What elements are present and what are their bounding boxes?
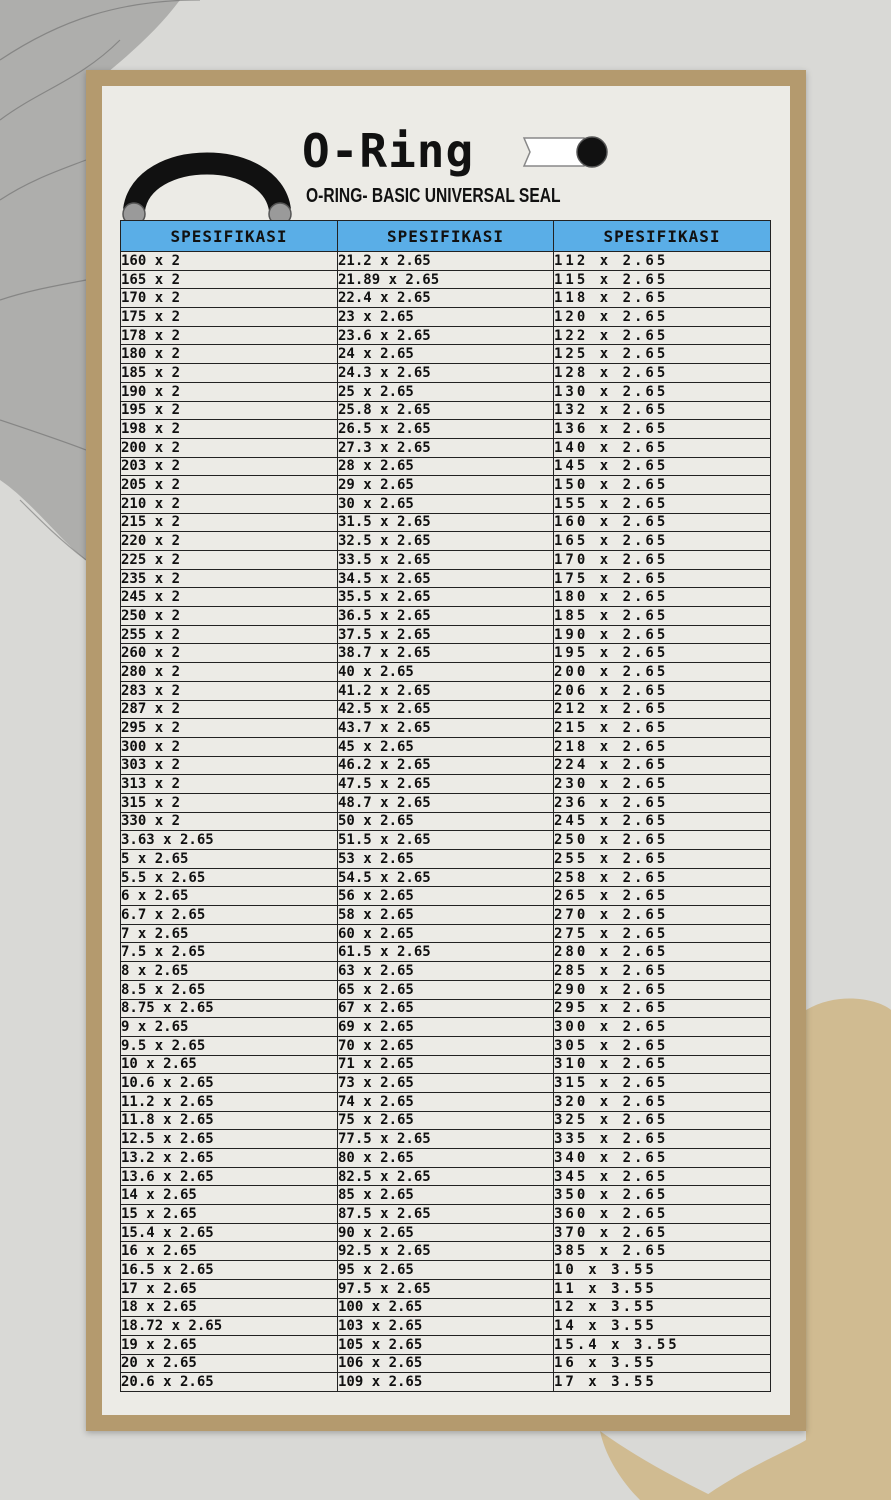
- table-cell: 345 x 2.65: [554, 1167, 771, 1186]
- page-title: O-Ring: [302, 124, 475, 178]
- table-cell: 230 x 2.65: [554, 775, 771, 794]
- table-cell: 20 x 2.65: [121, 1354, 338, 1373]
- table-row: [121, 644, 771, 663]
- table-row: [121, 513, 771, 532]
- table-cell: 320 x 2.65: [554, 1092, 771, 1111]
- table-row: [121, 1111, 771, 1130]
- table-cell: 97.5 x 2.65: [338, 1279, 554, 1298]
- table-cell: 212 x 2.65: [554, 700, 771, 719]
- table-cell: 28 x 2.65: [338, 457, 554, 476]
- table-cell: 325 x 2.65: [554, 1111, 771, 1130]
- table-row: [121, 1242, 771, 1261]
- table-row: [121, 438, 771, 457]
- table-cell: 285 x 2.65: [554, 962, 771, 981]
- table-cell: 122 x 2.65: [554, 326, 771, 345]
- table-cell: 335 x 2.65: [554, 1130, 771, 1149]
- table-row: [121, 906, 771, 925]
- table-cell: 8.75 x 2.65: [121, 999, 338, 1018]
- table-row: [121, 625, 771, 644]
- table-cell: 26.5 x 2.65: [338, 420, 554, 439]
- table-cell: 235 x 2: [121, 569, 338, 588]
- table-row: [121, 476, 771, 495]
- table-row: [121, 457, 771, 476]
- table-cell: 23.6 x 2.65: [338, 326, 554, 345]
- table-cell: 385 x 2.65: [554, 1242, 771, 1261]
- table-row: [121, 1036, 771, 1055]
- table-cell: 31.5 x 2.65: [338, 513, 554, 532]
- table-cell: 77.5 x 2.65: [338, 1130, 554, 1149]
- table-cell: 34.5 x 2.65: [338, 569, 554, 588]
- table-cell: 218 x 2.65: [554, 737, 771, 756]
- table-cell: 8 x 2.65: [121, 962, 338, 981]
- table-cell: 245 x 2: [121, 588, 338, 607]
- table-cell: 195 x 2: [121, 401, 338, 420]
- table-cell: 5.5 x 2.65: [121, 868, 338, 887]
- table-cell: 63 x 2.65: [338, 962, 554, 981]
- table-row: [121, 252, 771, 271]
- table-cell: 15.4 x 3.55: [554, 1335, 771, 1354]
- table-cell: 287 x 2: [121, 700, 338, 719]
- table-cell: 25.8 x 2.65: [338, 401, 554, 420]
- header: [102, 86, 790, 226]
- table-cell: 125 x 2.65: [554, 345, 771, 364]
- table-row: [121, 308, 771, 327]
- table-cell: 210 x 2: [121, 494, 338, 513]
- table-row: [121, 812, 771, 831]
- table-cell: 27.3 x 2.65: [338, 438, 554, 457]
- table-cell: 16 x 2.65: [121, 1242, 338, 1261]
- spec-table: [120, 220, 771, 1392]
- table-cell: 85 x 2.65: [338, 1186, 554, 1205]
- table-cell: 40 x 2.65: [338, 663, 554, 682]
- table-cell: 255 x 2: [121, 625, 338, 644]
- table-row: [121, 1167, 771, 1186]
- table-row: [121, 1130, 771, 1149]
- table-row: [121, 532, 771, 551]
- table-cell: 236 x 2.65: [554, 793, 771, 812]
- table-cell: 15 x 2.65: [121, 1205, 338, 1224]
- card-paper: [102, 86, 790, 1415]
- table-cell: 224 x 2.65: [554, 756, 771, 775]
- table-cell: 87.5 x 2.65: [338, 1205, 554, 1224]
- table-cell: 48.7 x 2.65: [338, 793, 554, 812]
- table-cell: 54.5 x 2.65: [338, 868, 554, 887]
- table-row: [121, 999, 771, 1018]
- table-cell: 350 x 2.65: [554, 1186, 771, 1205]
- table-cell: 160 x 2.65: [554, 513, 771, 532]
- table-cell: 45 x 2.65: [338, 737, 554, 756]
- table-cell: 280 x 2.65: [554, 943, 771, 962]
- table-cell: 90 x 2.65: [338, 1223, 554, 1242]
- table-row: [121, 850, 771, 869]
- table-row: [121, 719, 771, 738]
- table-row: [121, 1018, 771, 1037]
- table-row: [121, 1317, 771, 1336]
- table-row: [121, 289, 771, 308]
- table-cell: 145 x 2.65: [554, 457, 771, 476]
- table-cell: 61.5 x 2.65: [338, 943, 554, 962]
- table-cell: 67 x 2.65: [338, 999, 554, 1018]
- table-cell: 106 x 2.65: [338, 1354, 554, 1373]
- table-cell: 165 x 2.65: [554, 532, 771, 551]
- table-row: [121, 588, 771, 607]
- table-cell: 310 x 2.65: [554, 1055, 771, 1074]
- table-cell: 82.5 x 2.65: [338, 1167, 554, 1186]
- table-cell: 41.2 x 2.65: [338, 681, 554, 700]
- table-cell: 22.4 x 2.65: [338, 289, 554, 308]
- table-cell: 170 x 2: [121, 289, 338, 308]
- table-cell: 14 x 2.65: [121, 1186, 338, 1205]
- table-cell: 20.6 x 2.65: [121, 1373, 338, 1392]
- table-cell: 300 x 2.65: [554, 1018, 771, 1037]
- table-cell: 17 x 2.65: [121, 1279, 338, 1298]
- table-cell: 37.5 x 2.65: [338, 625, 554, 644]
- table-cell: 6 x 2.65: [121, 887, 338, 906]
- table-row: [121, 420, 771, 439]
- column-header: SPESIFIKASI: [338, 221, 554, 252]
- table-cell: 128 x 2.65: [554, 364, 771, 383]
- table-cell: 29 x 2.65: [338, 476, 554, 495]
- table-row: [121, 887, 771, 906]
- table-cell: 12.5 x 2.65: [121, 1130, 338, 1149]
- table-row: [121, 756, 771, 775]
- table-cell: 136 x 2.65: [554, 420, 771, 439]
- table-cell: 360 x 2.65: [554, 1205, 771, 1224]
- table-cell: 21.2 x 2.65: [338, 252, 554, 271]
- table-row: [121, 1223, 771, 1242]
- table-cell: 14 x 3.55: [554, 1317, 771, 1336]
- table-cell: 315 x 2: [121, 793, 338, 812]
- table-row: [121, 1373, 771, 1392]
- table-cell: 11.8 x 2.65: [121, 1111, 338, 1130]
- table-row: [121, 793, 771, 812]
- table-cell: 115 x 2.65: [554, 270, 771, 289]
- table-row: [121, 943, 771, 962]
- table-cell: 10 x 2.65: [121, 1055, 338, 1074]
- table-cell: 175 x 2: [121, 308, 338, 327]
- table-cell: 18.72 x 2.65: [121, 1317, 338, 1336]
- table-cell: 140 x 2.65: [554, 438, 771, 457]
- table-row: [121, 1186, 771, 1205]
- table-row: [121, 345, 771, 364]
- table-row: [121, 700, 771, 719]
- table-cell: 23 x 2.65: [338, 308, 554, 327]
- table-row: [121, 1055, 771, 1074]
- table-cell: 180 x 2.65: [554, 588, 771, 607]
- table-cell: 200 x 2.65: [554, 663, 771, 682]
- table-cell: 21.89 x 2.65: [338, 270, 554, 289]
- spec-table-body: [121, 252, 771, 1392]
- table-cell: 270 x 2.65: [554, 906, 771, 925]
- table-cell: 103 x 2.65: [338, 1317, 554, 1336]
- table-cell: 11.2 x 2.65: [121, 1092, 338, 1111]
- table-cell: 280 x 2: [121, 663, 338, 682]
- table-cell: 180 x 2: [121, 345, 338, 364]
- table-row: [121, 401, 771, 420]
- table-row: [121, 1279, 771, 1298]
- table-row: [121, 607, 771, 626]
- table-cell: 24.3 x 2.65: [338, 364, 554, 383]
- spec-card: [86, 70, 806, 1431]
- table-cell: 118 x 2.65: [554, 289, 771, 308]
- table-row: [121, 737, 771, 756]
- table-cell: 71 x 2.65: [338, 1055, 554, 1074]
- column-header: SPESIFIKASI: [554, 221, 771, 252]
- table-cell: 24 x 2.65: [338, 345, 554, 364]
- table-cell: 32.5 x 2.65: [338, 532, 554, 551]
- table-cell: 165 x 2: [121, 270, 338, 289]
- table-cell: 315 x 2.65: [554, 1074, 771, 1093]
- table-cell: 9 x 2.65: [121, 1018, 338, 1037]
- table-cell: 30 x 2.65: [338, 494, 554, 513]
- table-row: [121, 1261, 771, 1280]
- table-cell: 275 x 2.65: [554, 924, 771, 943]
- table-cell: 15.4 x 2.65: [121, 1223, 338, 1242]
- table-cell: 11 x 3.55: [554, 1279, 771, 1298]
- table-cell: 53 x 2.65: [338, 850, 554, 869]
- table-cell: 290 x 2.65: [554, 980, 771, 999]
- table-cell: 95 x 2.65: [338, 1261, 554, 1280]
- table-cell: 120 x 2.65: [554, 308, 771, 327]
- table-row: [121, 551, 771, 570]
- table-cell: 50 x 2.65: [338, 812, 554, 831]
- table-cell: 160 x 2: [121, 252, 338, 271]
- table-cell: 198 x 2: [121, 420, 338, 439]
- table-row: [121, 1354, 771, 1373]
- table-cell: 6.7 x 2.65: [121, 906, 338, 925]
- table-cell: 313 x 2: [121, 775, 338, 794]
- table-cell: 109 x 2.65: [338, 1373, 554, 1392]
- table-cell: 75 x 2.65: [338, 1111, 554, 1130]
- table-cell: 155 x 2.65: [554, 494, 771, 513]
- table-cell: 260 x 2: [121, 644, 338, 663]
- table-cell: 203 x 2: [121, 457, 338, 476]
- table-cell: 36.5 x 2.65: [338, 607, 554, 626]
- table-cell: 70 x 2.65: [338, 1036, 554, 1055]
- table-cell: 33.5 x 2.65: [338, 551, 554, 570]
- table-row: [121, 1205, 771, 1224]
- page-subtitle: O-RING- BASIC UNIVERSAL SEAL: [306, 185, 561, 207]
- table-cell: 283 x 2: [121, 681, 338, 700]
- table-cell: 51.5 x 2.65: [338, 831, 554, 850]
- table-row: [121, 1074, 771, 1093]
- table-cell: 215 x 2: [121, 513, 338, 532]
- table-cell: 258 x 2.65: [554, 868, 771, 887]
- table-cell: 295 x 2: [121, 719, 338, 738]
- table-cell: 206 x 2.65: [554, 681, 771, 700]
- table-row: [121, 681, 771, 700]
- table-cell: 69 x 2.65: [338, 1018, 554, 1037]
- table-cell: 370 x 2.65: [554, 1223, 771, 1242]
- table-cell: 16.5 x 2.65: [121, 1261, 338, 1280]
- table-cell: 38.7 x 2.65: [338, 644, 554, 663]
- table-cell: 10 x 3.55: [554, 1261, 771, 1280]
- table-cell: 205 x 2: [121, 476, 338, 495]
- table-cell: 112 x 2.65: [554, 252, 771, 271]
- table-header-row: [121, 221, 771, 252]
- table-cell: 5 x 2.65: [121, 850, 338, 869]
- table-row: [121, 494, 771, 513]
- table-row: [121, 569, 771, 588]
- table-row: [121, 326, 771, 345]
- table-row: [121, 775, 771, 794]
- table-cell: 9.5 x 2.65: [121, 1036, 338, 1055]
- table-cell: 105 x 2.65: [338, 1335, 554, 1354]
- table-row: [121, 831, 771, 850]
- table-cell: 58 x 2.65: [338, 906, 554, 925]
- table-row: [121, 382, 771, 401]
- table-cell: 92.5 x 2.65: [338, 1242, 554, 1261]
- table-row: [121, 924, 771, 943]
- table-cell: 130 x 2.65: [554, 382, 771, 401]
- table-cell: 12 x 3.55: [554, 1298, 771, 1317]
- table-cell: 7 x 2.65: [121, 924, 338, 943]
- table-row: [121, 364, 771, 383]
- table-cell: 170 x 2.65: [554, 551, 771, 570]
- table-cell: 35.5 x 2.65: [338, 588, 554, 607]
- table-cell: 13.2 x 2.65: [121, 1149, 338, 1168]
- table-cell: 3.63 x 2.65: [121, 831, 338, 850]
- table-cell: 100 x 2.65: [338, 1298, 554, 1317]
- table-cell: 225 x 2: [121, 551, 338, 570]
- table-cell: 175 x 2.65: [554, 569, 771, 588]
- column-header: SPESIFIKASI: [121, 221, 338, 252]
- table-cell: 18 x 2.65: [121, 1298, 338, 1317]
- table-cell: 13.6 x 2.65: [121, 1167, 338, 1186]
- table-cell: 190 x 2: [121, 382, 338, 401]
- table-cell: 46.2 x 2.65: [338, 756, 554, 775]
- table-row: [121, 962, 771, 981]
- table-cell: 195 x 2.65: [554, 644, 771, 663]
- table-cell: 190 x 2.65: [554, 625, 771, 644]
- table-row: [121, 663, 771, 682]
- table-cell: 215 x 2.65: [554, 719, 771, 738]
- table-cell: 80 x 2.65: [338, 1149, 554, 1168]
- table-cell: 295 x 2.65: [554, 999, 771, 1018]
- table-cell: 25 x 2.65: [338, 382, 554, 401]
- table-cell: 178 x 2: [121, 326, 338, 345]
- table-cell: 250 x 2: [121, 607, 338, 626]
- table-cell: 42.5 x 2.65: [338, 700, 554, 719]
- table-cell: 19 x 2.65: [121, 1335, 338, 1354]
- table-row: [121, 270, 771, 289]
- table-row: [121, 1092, 771, 1111]
- table-cell: 17 x 3.55: [554, 1373, 771, 1392]
- table-cell: 305 x 2.65: [554, 1036, 771, 1055]
- table-cell: 73 x 2.65: [338, 1074, 554, 1093]
- table-cell: 7.5 x 2.65: [121, 943, 338, 962]
- o-ring-cross-section-icon: [520, 132, 610, 172]
- table-cell: 185 x 2: [121, 364, 338, 383]
- table-cell: 150 x 2.65: [554, 476, 771, 495]
- table-cell: 220 x 2: [121, 532, 338, 551]
- table-cell: 245 x 2.65: [554, 812, 771, 831]
- table-cell: 43.7 x 2.65: [338, 719, 554, 738]
- table-cell: 74 x 2.65: [338, 1092, 554, 1111]
- table-cell: 255 x 2.65: [554, 850, 771, 869]
- table-cell: 10.6 x 2.65: [121, 1074, 338, 1093]
- table-cell: 250 x 2.65: [554, 831, 771, 850]
- table-row: [121, 868, 771, 887]
- table-cell: 330 x 2: [121, 812, 338, 831]
- table-cell: 300 x 2: [121, 737, 338, 756]
- table-row: [121, 1149, 771, 1168]
- table-cell: 8.5 x 2.65: [121, 980, 338, 999]
- table-row: [121, 1298, 771, 1317]
- table-cell: 65 x 2.65: [338, 980, 554, 999]
- table-cell: 16 x 3.55: [554, 1354, 771, 1373]
- table-row: [121, 980, 771, 999]
- table-cell: 340 x 2.65: [554, 1149, 771, 1168]
- table-cell: 265 x 2.65: [554, 887, 771, 906]
- table-cell: 60 x 2.65: [338, 924, 554, 943]
- table-row: [121, 1335, 771, 1354]
- table-cell: 47.5 x 2.65: [338, 775, 554, 794]
- table-cell: 185 x 2.65: [554, 607, 771, 626]
- table-cell: 303 x 2: [121, 756, 338, 775]
- table-cell: 200 x 2: [121, 438, 338, 457]
- table-cell: 56 x 2.65: [338, 887, 554, 906]
- table-cell: 132 x 2.65: [554, 401, 771, 420]
